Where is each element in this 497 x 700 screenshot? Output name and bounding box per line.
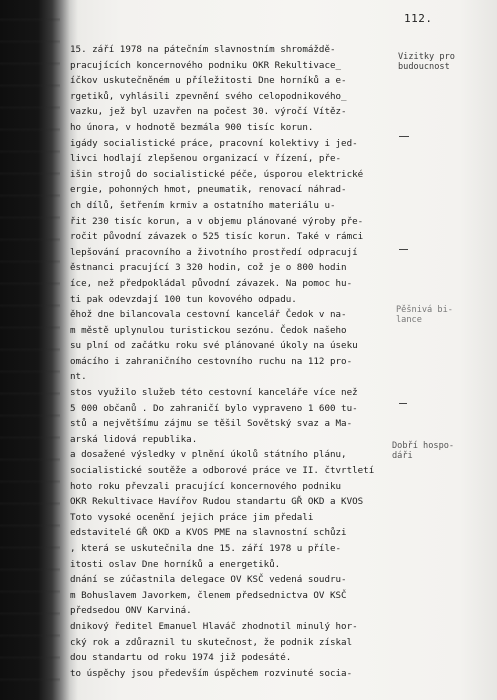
text-line: dou standartu od roku 1974 již podesáté. (70, 652, 292, 664)
text-line: nt. (70, 371, 87, 383)
text-line: cký rok a zdůraznil tu skutečnost, že podnik získal (70, 636, 353, 648)
text-line: dnání se zúčastnila delegace OV KSČ vedená soudru- (70, 574, 347, 586)
text-line: a dosažené výsledky v plnění úkolů státního plánu, (70, 449, 347, 461)
margin-dash (399, 403, 407, 404)
text-line: ti pak odevzdají 100 tun kovového odpadu. (70, 293, 297, 305)
margin-note-line: Pěšnivá bi- (396, 305, 453, 315)
text-line: to úspěchy jsou především úspěchem rozvinuté socia- (70, 667, 353, 679)
text-line: íčkov uskutečněném u příležitosti Dne horníků a e- (70, 75, 347, 87)
text-line: arská lidová republika. (70, 433, 198, 445)
text-line: , která se uskutečnila dne 15. září 1978 u příle- (70, 543, 342, 554)
body-text (70, 42, 392, 681)
text-line: ch dílů, šetřením krmiv a ostatního materiálu u- (70, 199, 336, 211)
text-line: řit 230 tisíc korun, a v objemu plánované výroby pře- (70, 215, 364, 227)
text-line: 15. září 1978 na pátečním slavnostním shromáždě- (70, 44, 336, 55)
margin-note-line: budoucnost (398, 62, 450, 72)
text-line: íce, než předpokládal původní závazek. Na pomoc hu- (70, 277, 353, 289)
text-line: 5 000 občanů . Do zahraničí bylo vypraveno 1 600 tu- (70, 402, 358, 414)
text-line: stos využilo služeb této cestovní kanceláře více než (70, 387, 358, 399)
text-line: stů a největšímu zájmu se těšil Sovětský svaz a Ma- (70, 418, 353, 430)
margin-note (398, 52, 455, 72)
text-line: m městě uplynulou turistickou sezónu. Čedok našeho (70, 324, 347, 336)
margin-note-line: Dobří hospo- (392, 441, 455, 451)
page-number: 112. (404, 12, 433, 25)
margin-note-line: lance (396, 315, 422, 325)
text-line: omácího i zahraničního cestovního ruchu na 112 pro- (70, 355, 353, 367)
text-line: Toto vysoké ocenění jejich práce jim předali (70, 511, 314, 523)
margin-note (396, 305, 453, 325)
margin-note-line: dáři (392, 451, 413, 461)
text-line: ročit původní závazek o 525 tisíc korun. Také v rámci (70, 231, 364, 243)
margin-dash (399, 136, 409, 137)
margin-note (392, 441, 454, 461)
text-line: ergie, pohonných hmot, pneumatik, renovací náhrad- (70, 184, 347, 196)
text-line: rgetiků, vyhlásili zpevnění svého celopodnikového_ (70, 90, 347, 102)
margin-note-line: Vizitky pro (398, 52, 455, 62)
text-line: edstavitelé GŘ OKD a KVOS PME na slavnostní schůzi (70, 527, 347, 539)
text-line: su plní od začátku roku své plánované úkoly na úseku (70, 340, 358, 352)
margin-dash (399, 249, 408, 250)
text-line: ěhož dne bilancovala cestovní kancelář Čedok v na- (70, 309, 347, 321)
text-line: išin strojů do socialistické péče, úsporou elektrické (70, 168, 364, 180)
text-line: ho února, v hodnotě bezmála 900 tisíc korun. (70, 121, 314, 133)
binding-shadow (0, 0, 60, 700)
text-line: lepšování pracovního a životního prostředí odpracují (70, 246, 358, 258)
text-line: dnikový ředitel Emanuel Hlaváč zhodnotil minulý hor- (70, 620, 358, 632)
text-line: livci hodlají zlepšenou organizací v řízení, pře- (70, 153, 342, 165)
text-line: pracujících koncernového podniku OKR Rekultivace_ (70, 59, 342, 71)
text-line: ěstnanci pracující 3 320 hodin, což je o 800 hodin (70, 262, 347, 274)
text-line: vazku, jež byl uzavřen na počest 30. výročí Vítěz- (70, 106, 347, 118)
text-line: m Bohuslavem Javorkem, členem předsednictva OV KSČ (70, 589, 347, 601)
text-line: socialistické soutěže a odborové práce ve II. čtvrtletí (70, 465, 375, 477)
text-line: igády socialistické práce, pracovní kolektivy i jed- (70, 137, 358, 149)
text-line: OKR Rekultivace Havířov Rudou standartu GŘ OKD a KVOS (70, 496, 364, 508)
text-line: předsedou ONV Karviná. (70, 605, 192, 617)
text-line: hoto roku převzali pracující koncernového podniku (70, 480, 342, 492)
text-line: itosti oslav Dne horníků a energetiků. (70, 558, 281, 570)
